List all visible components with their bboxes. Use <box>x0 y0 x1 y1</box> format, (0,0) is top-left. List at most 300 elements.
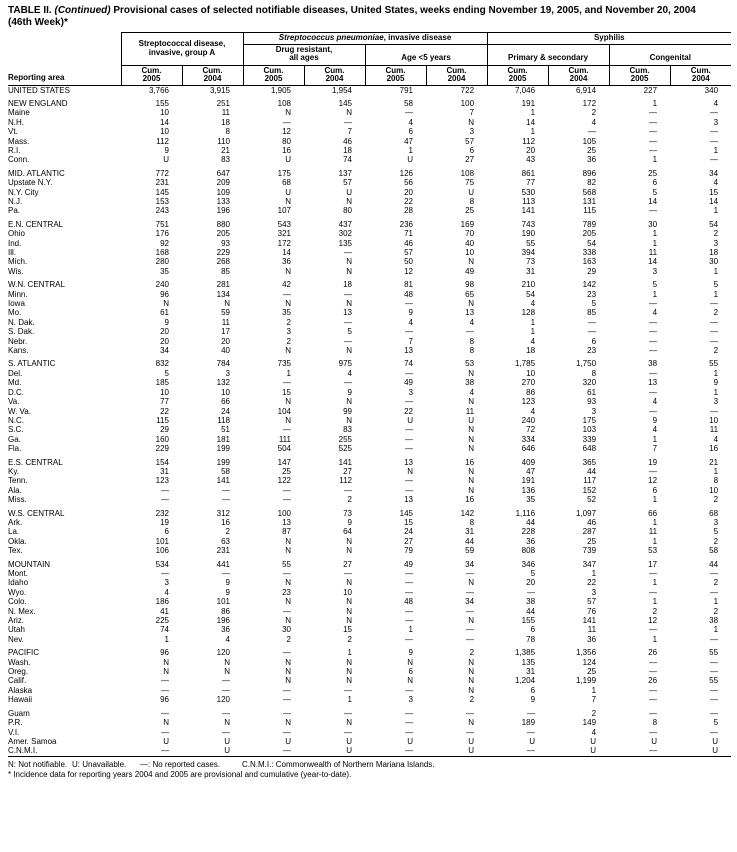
value-cell: — <box>405 727 413 737</box>
value-cell: 124 <box>582 657 597 667</box>
value-cell: U <box>346 736 352 746</box>
value-cell: 31 <box>465 527 475 537</box>
value-cell: — <box>710 108 719 118</box>
value-cell: — <box>405 587 413 597</box>
value-cell: 3 <box>469 127 475 137</box>
value-cell: 1 <box>713 597 719 607</box>
reporting-area-cell: E.N. CENTRAL <box>8 219 64 229</box>
reporting-area-header: Reporting area <box>8 33 121 86</box>
reporting-area-cell: S. ATLANTIC <box>8 359 56 369</box>
value-cell: — <box>283 708 291 718</box>
value-cell: — <box>344 117 352 127</box>
table-title-text: Provisional cases of selected notifiable diseases, United States, weeks ending November 19, 2005, and November 20, 2004 <box>113 5 696 16</box>
reporting-area-cell: W. Va. <box>8 406 31 416</box>
table-row <box>8 616 731 625</box>
value-cell: 5 <box>347 327 352 337</box>
value-cell: — <box>344 336 352 346</box>
value-cell: 1 <box>652 238 658 248</box>
value-cell: 3 <box>713 238 719 248</box>
value-cell: 98 <box>465 280 475 290</box>
table-row <box>8 318 731 327</box>
table-row <box>8 327 731 336</box>
value-cell: 123 <box>521 397 536 407</box>
value-cell: 19 <box>160 517 169 527</box>
value-cell: 4 <box>469 387 475 397</box>
value-cell: — <box>710 708 719 718</box>
table-row <box>8 407 731 416</box>
table-row <box>8 290 731 299</box>
value-cell: 77 <box>526 178 536 188</box>
value-cell: N <box>407 657 413 667</box>
value-cell: 16 <box>465 457 475 467</box>
value-cell: 1 <box>652 155 658 165</box>
value-cell: N <box>468 676 475 686</box>
value-cell: 9 <box>347 387 352 397</box>
value-cell: N <box>468 466 475 476</box>
value-cell: N <box>285 676 291 686</box>
value-cell: N <box>346 597 352 607</box>
value-cell: U <box>590 746 597 756</box>
value-cell: 7 <box>591 695 597 705</box>
value-cell: 34 <box>465 597 475 607</box>
reporting-area-cell: Utah <box>8 625 25 635</box>
reporting-area-cell: Oreg. <box>8 667 29 677</box>
value-cell: 93 <box>587 397 597 407</box>
value-cell: N <box>163 299 169 309</box>
table-row <box>8 280 731 289</box>
value-cell: 71 <box>404 229 413 239</box>
value-cell: 141 <box>521 206 536 216</box>
value-cell: 7,046 <box>515 85 536 95</box>
value-cell: 27 <box>465 155 475 165</box>
value-cell: 99 <box>343 406 352 416</box>
value-cell: N <box>285 536 291 546</box>
value-cell: 14 <box>282 248 291 257</box>
table-row <box>8 239 731 248</box>
value-cell: 5 <box>164 368 169 378</box>
value-cell: 13 <box>282 517 291 527</box>
value-cell: 4 <box>530 406 536 416</box>
value-cell: — <box>344 708 352 718</box>
value-cell: — <box>649 727 658 737</box>
value-cell: 27 <box>404 536 413 546</box>
value-cell: 12 <box>282 127 291 137</box>
value-cell: 34 <box>160 346 169 356</box>
value-cell: 1 <box>713 206 719 216</box>
value-cell: 9 <box>652 415 658 425</box>
value-cell: 896 <box>582 168 597 178</box>
value-cell: 15 <box>404 517 413 527</box>
value-cell: N <box>468 657 475 667</box>
reporting-area-cell: Conn. <box>8 155 30 165</box>
value-cell: N <box>346 397 352 407</box>
value-cell: 96 <box>160 648 169 658</box>
table-row <box>8 718 731 727</box>
value-cell: 101 <box>155 536 169 546</box>
value-cell: 43 <box>526 155 536 165</box>
value-cell: 1,204 <box>515 676 536 686</box>
value-cell: 722 <box>460 85 475 95</box>
value-cell: — <box>466 587 475 597</box>
value-cell: — <box>161 746 169 756</box>
value-cell: 1 <box>164 634 169 644</box>
value-cell: 13 <box>343 308 352 318</box>
value-cell: N <box>285 546 291 556</box>
value-cell: 16 <box>465 495 475 505</box>
value-cell: 1 <box>652 517 658 527</box>
reporting-area-cell: Wis. <box>8 266 24 276</box>
value-cell: 36 <box>587 155 597 165</box>
value-cell: 10 <box>465 248 475 257</box>
reporting-area-cell: NEW ENGLAND <box>8 98 68 108</box>
value-cell: 751 <box>155 219 169 229</box>
value-cell: 6 <box>652 485 658 495</box>
value-cell: 100 <box>460 98 475 108</box>
value-cell: 3 <box>225 368 230 378</box>
value-cell: 118 <box>217 415 230 425</box>
value-cell: 4 <box>713 178 719 188</box>
value-cell: — <box>710 299 719 309</box>
value-cell: 1 <box>652 578 658 588</box>
value-cell: 155 <box>521 616 536 626</box>
reporting-area-cell: MID. ATLANTIC <box>8 168 65 178</box>
table-row <box>8 667 731 676</box>
value-cell: 47 <box>404 136 413 146</box>
value-cell: 55 <box>709 359 719 369</box>
value-cell: — <box>222 495 230 505</box>
value-cell: 9 <box>225 578 230 588</box>
value-cell: 34 <box>465 559 475 569</box>
value-cell: 42 <box>282 280 291 290</box>
value-cell: N <box>346 606 352 616</box>
value-cell: — <box>649 667 658 677</box>
reporting-area-cell: Pa. <box>8 206 21 216</box>
value-cell: N <box>346 415 352 425</box>
value-cell: 65 <box>465 289 475 299</box>
table-row <box>8 537 731 546</box>
value-cell: — <box>649 145 658 155</box>
value-cell: 1 <box>713 625 719 635</box>
value-cell: 11 <box>709 425 719 435</box>
value-cell: 1 <box>713 368 719 378</box>
value-cell: 25 <box>587 145 597 155</box>
reporting-area-cell: Ark. <box>8 517 23 527</box>
value-cell: N <box>346 108 352 118</box>
value-cell: 131 <box>582 196 597 206</box>
value-cell: 17 <box>648 559 658 569</box>
value-cell: 9 <box>164 145 169 155</box>
value-cell: 58 <box>404 98 413 108</box>
value-cell: 18 <box>709 248 719 257</box>
value-cell: 28 <box>404 206 413 216</box>
table-row <box>8 369 731 378</box>
value-cell: 50 <box>404 257 413 267</box>
value-cell: U <box>590 736 597 746</box>
reporting-area-cell: Vt. <box>8 127 18 137</box>
value-cell: 18 <box>343 280 352 290</box>
value-cell: N <box>468 685 475 695</box>
reporting-area-cell: Ga. <box>8 434 21 444</box>
value-cell: N <box>468 718 475 728</box>
value-cell: 163 <box>582 257 597 267</box>
value-cell: 6 <box>408 667 413 677</box>
reporting-area-cell: Ind. <box>8 238 22 248</box>
value-cell: 20 <box>221 336 230 346</box>
value-cell: 228 <box>521 527 536 537</box>
value-cell: 251 <box>216 98 230 108</box>
value-cell: 29 <box>587 266 597 276</box>
value-cell: 1,905 <box>270 85 291 95</box>
col-group-primary-secondary: Primary & secondary <box>487 44 609 65</box>
value-cell: 20 <box>404 187 413 197</box>
value-cell: 1 <box>530 317 536 327</box>
value-cell: — <box>710 127 719 137</box>
value-cell: 2 <box>591 108 597 118</box>
table-row <box>8 108 731 117</box>
value-cell: 49 <box>404 559 413 569</box>
value-cell: 534 <box>155 559 169 569</box>
value-cell: 11 <box>587 625 597 635</box>
value-cell: — <box>527 727 536 737</box>
value-cell: 20 <box>160 336 169 346</box>
value-cell: N <box>346 676 352 686</box>
value-cell: 10 <box>526 368 536 378</box>
value-cell: — <box>710 155 719 165</box>
value-cell: 10 <box>709 485 719 495</box>
value-cell: — <box>283 495 291 505</box>
value-cell: 14 <box>709 196 719 206</box>
value-cell: 2 <box>347 634 352 644</box>
table-header <box>8 33 731 86</box>
table-title-week: (46th Week)* <box>8 16 68 28</box>
value-cell: 648 <box>582 444 597 454</box>
value-cell: 10 <box>221 387 230 397</box>
value-cell: 1 <box>530 327 536 337</box>
value-cell: 137 <box>338 168 352 178</box>
value-cell: 240 <box>521 415 536 425</box>
value-cell: 739 <box>582 546 597 556</box>
value-cell: 14 <box>160 117 169 127</box>
value-cell: 9 <box>713 378 719 388</box>
value-cell: N <box>468 444 475 454</box>
value-cell: — <box>649 406 658 416</box>
value-cell: 647 <box>216 168 230 178</box>
value-cell: 209 <box>216 178 230 188</box>
value-cell: — <box>405 708 413 718</box>
value-cell: — <box>710 685 719 695</box>
value-cell: — <box>710 727 719 737</box>
value-cell: N <box>285 667 291 677</box>
value-cell: 12 <box>648 616 658 626</box>
table-row <box>8 257 731 266</box>
value-cell: 176 <box>155 229 169 239</box>
value-cell: U <box>407 415 413 425</box>
value-cell: 9 <box>347 517 352 527</box>
value-cell: 25 <box>465 206 475 216</box>
value-cell: — <box>527 708 536 718</box>
value-cell: 44 <box>709 559 719 569</box>
table-row <box>8 178 731 187</box>
value-cell: N <box>346 536 352 546</box>
reporting-area-cell: Ala. <box>8 485 22 495</box>
value-cell: — <box>649 569 658 578</box>
value-cell: N <box>346 546 352 556</box>
value-cell: — <box>466 634 475 644</box>
value-cell: 339 <box>582 434 597 444</box>
value-cell: 11 <box>465 406 475 416</box>
value-cell: 111 <box>278 434 291 444</box>
footnote-legend-row <box>8 760 731 769</box>
reporting-area-cell: P.R. <box>8 718 23 728</box>
reporting-area-cell: N.Y. City <box>8 187 39 197</box>
value-cell: N <box>285 397 291 407</box>
value-cell: 225 <box>155 616 169 626</box>
value-cell: 54 <box>587 238 597 248</box>
value-cell: 44 <box>526 517 536 527</box>
reporting-area-cell: Colo. <box>8 597 27 607</box>
value-cell: 6 <box>591 336 597 346</box>
value-cell: 68 <box>282 178 291 188</box>
value-cell: 13 <box>404 457 413 467</box>
value-cell: N <box>468 117 475 127</box>
value-cell: 504 <box>277 444 291 454</box>
table-row <box>8 597 731 606</box>
reporting-area-cell: Tenn. <box>8 476 28 486</box>
value-cell: U <box>285 155 291 165</box>
value-cell: — <box>649 346 658 356</box>
value-cell: N <box>285 415 291 425</box>
value-cell: 10 <box>343 587 352 597</box>
value-cell: 25 <box>587 536 597 546</box>
value-cell: — <box>649 327 658 337</box>
value-cell: 302 <box>338 229 352 239</box>
value-cell: — <box>222 569 230 578</box>
value-cell: 57 <box>343 178 352 188</box>
value-cell: — <box>710 695 719 705</box>
value-cell: 2 <box>713 606 719 616</box>
reporting-area-cell: R.I. <box>8 145 21 155</box>
value-cell: 232 <box>155 508 169 518</box>
value-cell: 53 <box>648 546 658 556</box>
value-cell: 26 <box>648 676 658 686</box>
value-cell: 59 <box>465 546 475 556</box>
value-cell: 16 <box>709 444 719 454</box>
value-cell: 1 <box>652 98 658 108</box>
value-cell: 199 <box>216 444 230 454</box>
table-row <box>8 486 731 495</box>
value-cell: 8 <box>591 368 597 378</box>
col-header-cum-2005: Cum. 2005 <box>487 65 548 85</box>
value-cell: 11 <box>221 317 230 327</box>
value-cell: 107 <box>277 206 291 216</box>
value-cell: 86 <box>221 606 230 616</box>
table-row <box>8 435 731 444</box>
table-row <box>8 588 731 597</box>
table-row <box>8 476 731 485</box>
value-cell: N <box>407 676 413 686</box>
value-cell: 3 <box>713 397 719 407</box>
value-cell: 12 <box>648 476 658 486</box>
value-cell: U <box>468 746 475 756</box>
value-cell: — <box>527 587 536 597</box>
value-cell: N <box>285 346 291 356</box>
reporting-area-cell: N. Mex. <box>8 606 36 616</box>
value-cell: N <box>285 597 291 607</box>
table-row <box>8 607 731 616</box>
value-cell: 19 <box>648 457 658 467</box>
value-cell: U <box>468 187 475 197</box>
value-cell: U <box>468 736 475 746</box>
value-cell: 96 <box>160 289 169 299</box>
value-cell: 142 <box>460 508 475 518</box>
value-cell: U <box>651 736 658 746</box>
value-cell: 205 <box>216 229 230 239</box>
value-cell: 55 <box>709 676 719 686</box>
value-cell: 57 <box>465 136 475 146</box>
reporting-area-cell: N. Dak. <box>8 317 35 327</box>
value-cell: N <box>285 299 291 309</box>
value-cell: 280 <box>155 257 169 267</box>
value-cell: 17 <box>221 327 230 337</box>
value-cell: — <box>405 606 413 616</box>
reporting-area-cell: Mo. <box>8 308 22 318</box>
value-cell: 789 <box>582 219 597 229</box>
value-cell: 236 <box>399 219 413 229</box>
reporting-area-cell: Mont. <box>8 569 29 578</box>
table-row <box>8 308 731 317</box>
value-cell: — <box>710 136 719 146</box>
reporting-area-cell: PACIFIC <box>8 648 39 658</box>
reporting-area-cell: E.S. CENTRAL <box>8 457 63 467</box>
value-cell: N <box>468 299 475 309</box>
value-cell: 72 <box>526 425 536 435</box>
value-cell: 85 <box>587 308 597 318</box>
col-header-cum-2004: Cum. 2004 <box>670 65 731 85</box>
value-cell: 123 <box>155 476 169 486</box>
value-cell: U <box>163 155 169 165</box>
value-cell: 145 <box>155 187 169 197</box>
value-cell: 6 <box>164 527 169 537</box>
reporting-area-cell: Ohio <box>8 229 25 239</box>
value-cell: 9 <box>530 695 536 705</box>
value-cell: 30 <box>282 625 291 635</box>
value-cell: U <box>163 736 169 746</box>
reporting-area-cell: N.J. <box>8 196 23 206</box>
value-cell: 6 <box>408 127 413 137</box>
value-cell: N <box>407 466 413 476</box>
value-cell: 24 <box>221 406 230 416</box>
value-cell: N <box>285 108 291 118</box>
value-cell: 141 <box>338 457 352 467</box>
value-cell: 86 <box>526 387 536 397</box>
value-cell: — <box>283 289 291 299</box>
table-row <box>8 229 731 238</box>
value-cell: — <box>405 108 413 118</box>
value-cell: U <box>346 746 352 756</box>
table-row <box>8 546 731 555</box>
value-cell: N <box>285 657 291 667</box>
value-cell: N <box>468 434 475 444</box>
value-cell: N <box>285 718 291 728</box>
value-cell: 4 <box>347 368 352 378</box>
value-cell: 7 <box>408 336 413 346</box>
value-cell: 320 <box>582 378 597 388</box>
value-cell: 108 <box>277 98 291 108</box>
value-cell: 103 <box>582 425 597 435</box>
table-title <box>8 5 731 28</box>
value-cell: 312 <box>216 508 230 518</box>
table-row <box>8 635 731 644</box>
